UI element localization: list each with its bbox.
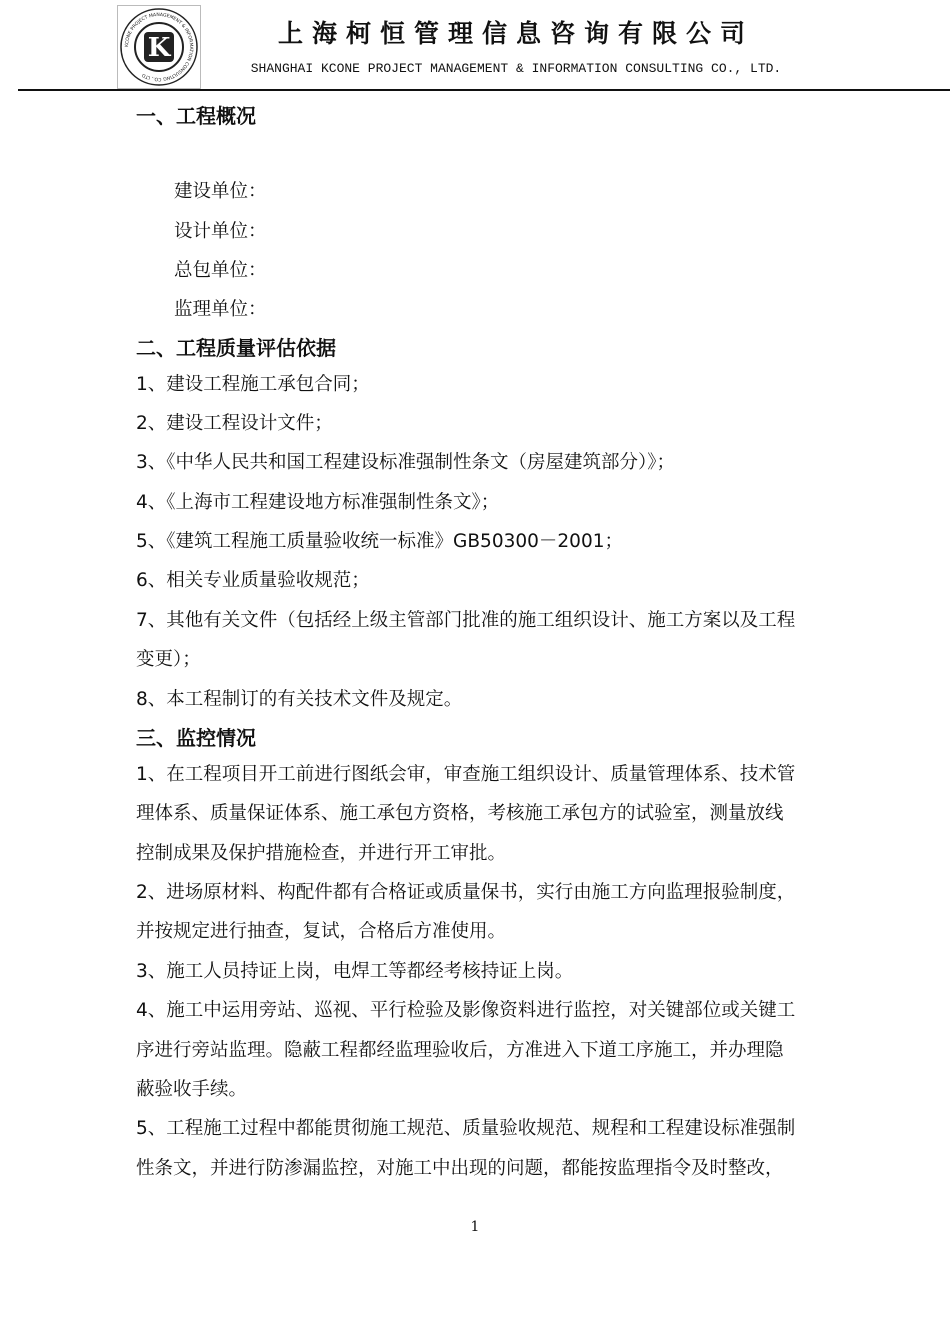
field-design-unit: 设计单位： [174, 221, 267, 242]
company-logo [117, 5, 201, 89]
monitoring-paragraph-line: 性条文，并进行防渗漏监控，对施工中出现的问题，都能按监理指令及时整改， [136, 1158, 784, 1179]
svg-text:KCONE PROJECT MANAGEMENT & INF: KCONE PROJECT MANAGEMENT & INFORMATION CONSULTING CO., LTD [124, 12, 194, 82]
section-3-heading: 三、监控情况 [136, 726, 256, 750]
basis-item: 6、相关专业质量验收规范； [136, 570, 370, 591]
monitoring-paragraph-line: 3、施工人员持证上岗，电焊工等都经考核持证上岗。 [136, 961, 574, 982]
basis-item: 2、建设工程设计文件； [136, 413, 333, 434]
monitoring-paragraph-line: 并按规定进行抽查，复试，合格后方准使用。 [136, 921, 507, 942]
field-construction-unit: 建设单位： [174, 181, 267, 202]
monitoring-paragraph-line: 2、进场原材料、构配件都有合格证或质量保书，实行由施工方向监理报验制度， [136, 882, 796, 903]
company-name-chinese: 上海柯恒管理信息咨询有限公司 [277, 19, 754, 48]
monitoring-paragraph-line: 控制成果及保护措施检查，并进行开工审批。 [136, 843, 507, 864]
basis-item: 1、建设工程施工承包合同； [136, 374, 370, 395]
svg-text:K: K [147, 33, 171, 63]
monitoring-paragraph-line: 5、工程施工过程中都能贯彻施工规范、质量验收规范、规程和工程建设标准强制 [136, 1118, 796, 1139]
basis-item: 3、《中华人民共和国工程建设标准强制性条文（房屋建筑部分）》； [136, 452, 676, 473]
company-name-english: SHANGHAI KCONE PROJECT MANAGEMENT & INFORMATION CONSULTING CO., LTD. [250, 61, 782, 76]
basis-item: 8、本工程制订的有关技术文件及规定。 [136, 689, 463, 710]
section-2-heading: 二、工程质量评估依据 [136, 336, 336, 360]
monitoring-paragraph-line: 4、施工中运用旁站、巡视、平行检验及影像资料进行监控，对关键部位或关键工 [136, 1000, 796, 1021]
basis-item: 4、《上海市工程建设地方标准强制性条文》； [136, 492, 500, 513]
basis-item: 7、其他有关文件（包括经上级主管部门批准的施工组织设计、施工方案以及工程 [136, 610, 796, 631]
page-number: 1 [470, 1219, 480, 1235]
section-1-heading: 一、工程概况 [136, 104, 256, 128]
field-general-contractor: 总包单位： [174, 260, 267, 281]
field-supervision-unit: 监理单位： [174, 299, 267, 320]
monitoring-paragraph-line: 1、在工程项目开工前进行图纸会审，审查施工组织设计、质量管理体系、技术管 [136, 764, 796, 785]
basis-item-continued: 变更）； [136, 649, 201, 670]
header-divider [18, 89, 950, 91]
monitoring-paragraph-line: 蔽验收手续。 [136, 1079, 248, 1100]
monitoring-paragraph-line: 序进行旁站监理。隐蔽工程都经监理验收后，方准进入下道工序施工，并办理隐 [136, 1040, 784, 1061]
monitoring-paragraph-line: 理体系、质量保证体系、施工承包方资格，考核施工承包方的试验室，测量放线 [136, 803, 784, 824]
basis-item: 5、《建筑工程施工质量验收统一标准》GB50300－2001； [136, 531, 623, 552]
